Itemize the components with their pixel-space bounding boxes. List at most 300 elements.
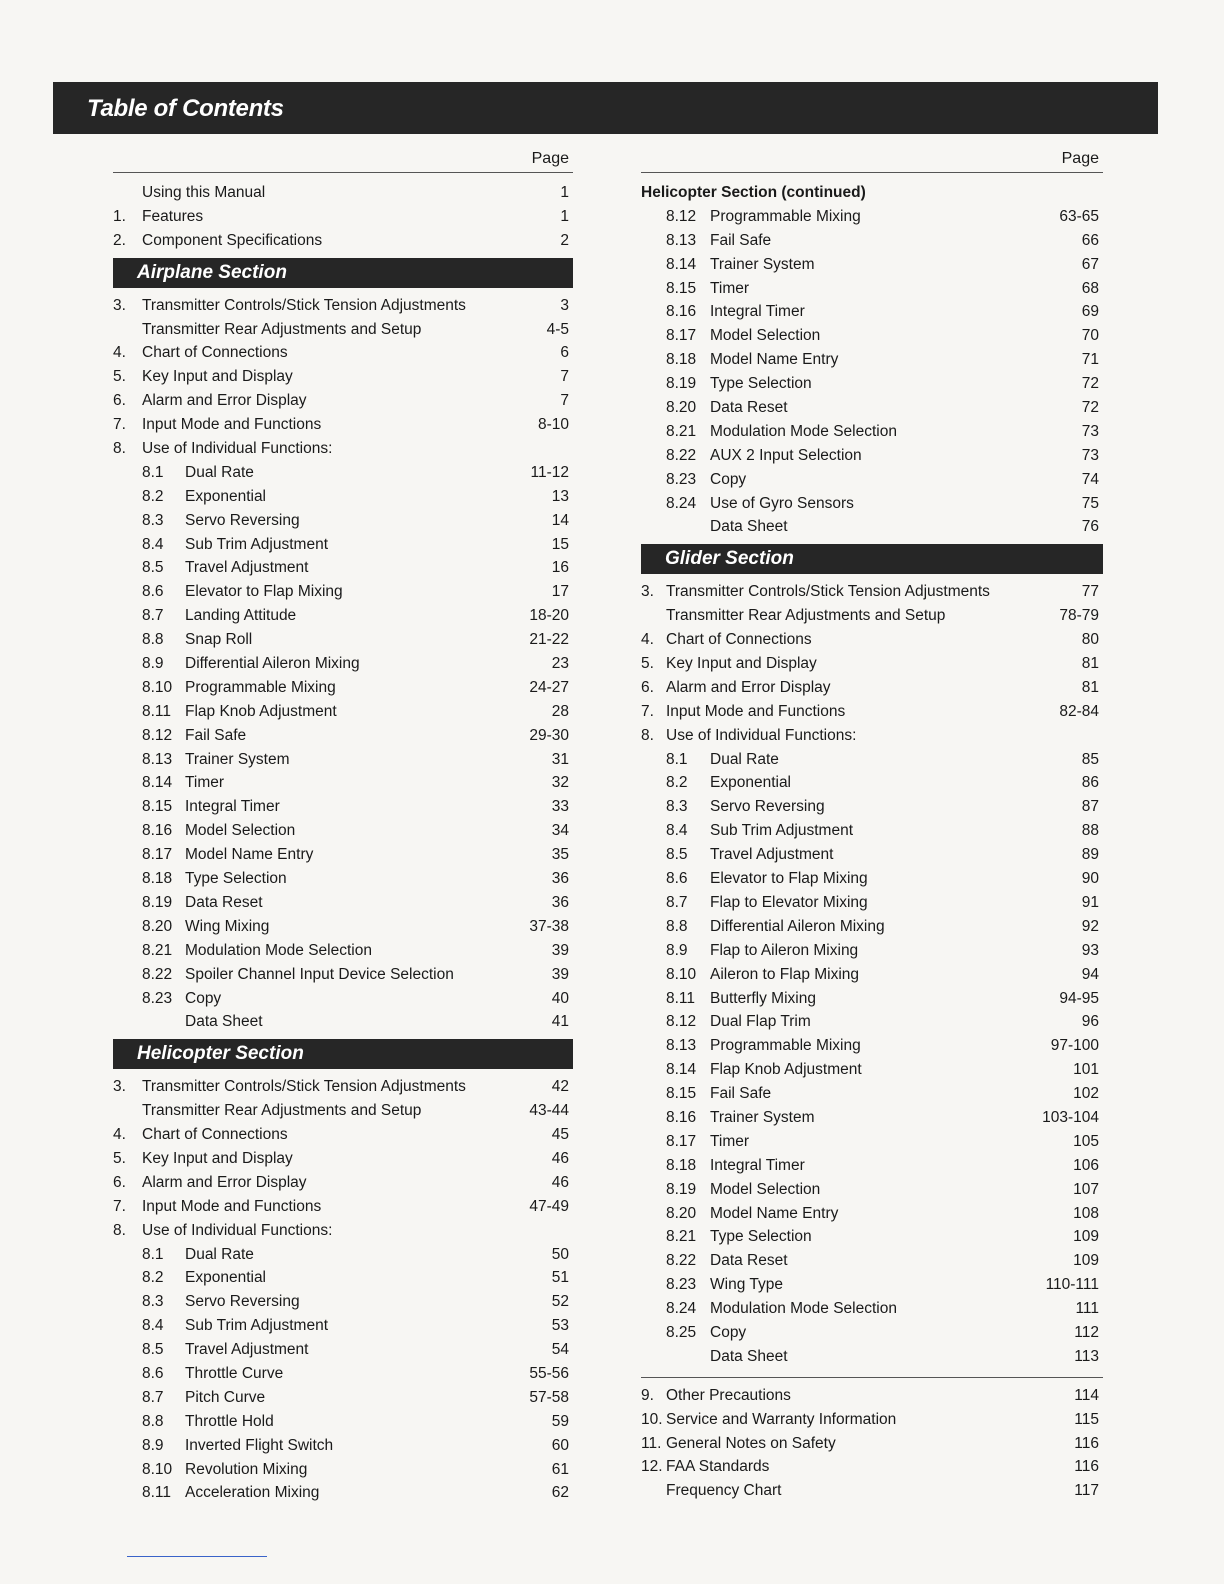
entry-label: Input Mode and Functions	[142, 1197, 322, 1215]
toc-entry	[113, 318, 573, 342]
entry-page: 112	[1074, 1323, 1099, 1341]
entry-number: 8.11	[142, 1484, 172, 1502]
toc-entry	[641, 891, 1103, 915]
entry-page: 41	[551, 1013, 569, 1031]
entry-label: Model Selection	[710, 1180, 821, 1198]
toc-entry	[641, 580, 1103, 604]
entry-page: 78-79	[1059, 607, 1099, 625]
entry-label: Component Specifications	[142, 231, 323, 249]
entry-number: 8.13	[142, 750, 173, 768]
toc-entry	[641, 1479, 1103, 1503]
entry-label: Key Input and Display	[142, 1149, 293, 1167]
entry-page: 34	[551, 822, 569, 840]
entry-number: 8.13	[666, 231, 697, 249]
entry-label: Type Selection	[185, 870, 287, 888]
entry-page: 39	[551, 965, 569, 983]
helicopter-continued-subitems	[641, 205, 1103, 539]
entry-page: 91	[1081, 893, 1099, 911]
entry-label: Fail Safe	[710, 1085, 772, 1103]
toc-entry	[641, 300, 1103, 324]
entry-page: 109	[1073, 1228, 1099, 1246]
entry-page: 33	[551, 798, 569, 816]
toc-entry	[641, 205, 1103, 229]
entry-number: 8.12	[666, 207, 697, 225]
entry-page: 82-84	[1059, 702, 1099, 720]
entry-label: Chart of Connections	[666, 631, 812, 649]
entry-label: Programmable Mixing	[185, 678, 336, 696]
entry-number: 8.13	[666, 1037, 697, 1055]
toc-entry	[113, 867, 573, 891]
toc-entry	[113, 205, 573, 229]
entry-page: 105	[1073, 1132, 1099, 1150]
entry-page: 4-5	[546, 320, 569, 338]
entry-label: Alarm and Error Display	[142, 1173, 307, 1191]
entry-number: 8.3	[142, 1293, 164, 1311]
entry-page: 39	[551, 941, 569, 959]
entry-number: 8.22	[142, 965, 173, 983]
toc-entry	[641, 1010, 1103, 1034]
entry-page: 31	[551, 750, 569, 768]
entry-number: 6.	[113, 1173, 126, 1191]
toc-entry	[641, 1130, 1103, 1154]
entry-number: 8.17	[666, 1132, 697, 1150]
toc-entry	[113, 509, 573, 533]
toc-entry	[113, 819, 573, 843]
entry-label: Flap Knob Adjustment	[185, 702, 337, 720]
entry-label: Chart of Connections	[142, 1126, 288, 1144]
entry-page: 51	[551, 1269, 569, 1287]
entry-page: 47-49	[529, 1197, 569, 1215]
entry-number: 8.2	[142, 1269, 164, 1287]
entry-label: Servo Reversing	[185, 1293, 300, 1311]
entry-page: 109	[1073, 1252, 1099, 1270]
entry-number: 6.	[641, 678, 654, 696]
toc-entry	[641, 963, 1103, 987]
entry-page: 43-44	[529, 1102, 569, 1120]
entry-label: Butterfly Mixing	[710, 989, 816, 1007]
entry-number: 7.	[113, 416, 126, 434]
entry-number: 8.23	[142, 989, 173, 1007]
entry-label: Transmitter Controls/Stick Tension Adjustments	[142, 1078, 466, 1096]
entry-label: Flap Knob Adjustment	[710, 1061, 862, 1079]
page-label: Page	[531, 149, 569, 167]
entry-number: 8.8	[142, 1412, 164, 1430]
entry-label: Trainer System	[185, 750, 290, 768]
entry-number: 8.21	[666, 422, 697, 440]
entry-number: 8.12	[666, 1013, 697, 1031]
entry-page: 55-56	[529, 1364, 569, 1382]
entry-label: Revolution Mixing	[185, 1460, 308, 1478]
entry-page: 116	[1074, 1434, 1099, 1452]
toc-entry	[641, 324, 1103, 348]
toc-entry	[113, 580, 573, 604]
entry-number: 8.14	[142, 774, 173, 792]
entry-number: 5.	[113, 1149, 126, 1167]
entry-page: 92	[1081, 917, 1099, 935]
entry-label: Trainer System	[710, 1108, 815, 1126]
entry-label: Timer	[710, 279, 750, 297]
entry-page: 32	[551, 774, 569, 792]
entry-label: Aileron to Flap Mixing	[710, 965, 860, 983]
entry-label: Dual Rate	[710, 750, 779, 768]
entry-number: 8.14	[666, 1061, 697, 1079]
entry-label: Type Selection	[710, 375, 812, 393]
toc-entry	[641, 1058, 1103, 1082]
entry-label: Data Reset	[710, 399, 788, 417]
entry-number: 8.1	[666, 750, 688, 768]
entry-label: Sub Trim Adjustment	[185, 1317, 329, 1335]
entry-page: 85	[1081, 750, 1099, 768]
entry-page: 18-20	[529, 607, 569, 625]
entry-number: 8.19	[142, 893, 173, 911]
entry-page: 71	[1081, 351, 1099, 369]
entry-label: Transmitter Controls/Stick Tension Adjustments	[666, 583, 990, 601]
entry-number: 8.15	[666, 279, 697, 297]
entry-page: 93	[1081, 941, 1099, 959]
toc-entry	[113, 1219, 573, 1243]
entry-number: 8.9	[666, 941, 688, 959]
toc-entry	[641, 700, 1103, 724]
toc-entry	[641, 1225, 1103, 1249]
entry-page: 103-104	[1042, 1108, 1099, 1126]
toc-entry	[113, 724, 573, 748]
entry-number: 8.23	[666, 470, 697, 488]
entry-number: 10.	[641, 1410, 663, 1428]
toc-entry	[641, 1297, 1103, 1321]
stray-mark	[127, 1556, 267, 1557]
entry-label: Key Input and Display	[666, 655, 817, 673]
airplane-items	[113, 294, 573, 461]
toc-entry	[113, 843, 573, 867]
entry-number: 4.	[641, 631, 654, 649]
entry-number: 8.15	[666, 1085, 697, 1103]
entry-number: 8.21	[142, 941, 173, 959]
toc-entry	[113, 365, 573, 389]
entry-label: Elevator to Flap Mixing	[710, 870, 868, 888]
entry-label: Data Sheet	[710, 518, 788, 536]
entry-page: 6	[560, 344, 569, 362]
entry-label: General Notes on Safety	[666, 1434, 836, 1452]
entry-page: 117	[1074, 1482, 1099, 1500]
entry-number: 3.	[113, 1078, 126, 1096]
toc-entry	[113, 939, 573, 963]
entry-number: 8.	[113, 440, 126, 458]
entry-label: Timer	[710, 1132, 750, 1150]
entry-page: 96	[1081, 1013, 1099, 1031]
entry-page: 46	[551, 1149, 569, 1167]
entry-page: 28	[551, 702, 569, 720]
toc-right-column	[641, 145, 1103, 1503]
entry-number: 8.9	[142, 655, 164, 673]
toc-entry	[641, 843, 1103, 867]
entry-page: 77	[1081, 583, 1099, 601]
entry-number: 8.1	[142, 463, 164, 481]
entry-number: 8.10	[666, 965, 697, 983]
entry-label: Differential Aileron Mixing	[185, 655, 360, 673]
entry-page: 53	[551, 1317, 569, 1335]
entry-page: 8-10	[537, 416, 569, 434]
entry-label: Exponential	[710, 774, 792, 792]
entry-number: 8.10	[142, 1460, 173, 1478]
entry-page: 1	[560, 207, 569, 225]
entry-label: Transmitter Rear Adjustments and Setup	[142, 320, 422, 338]
toc-entry	[641, 748, 1103, 772]
entry-number: 8.9	[142, 1436, 164, 1454]
toc-left-column	[113, 145, 573, 1505]
entry-page: 46	[551, 1173, 569, 1191]
toc-entry	[641, 819, 1103, 843]
entry-page: 37-38	[529, 917, 569, 935]
toc-entry	[641, 1202, 1103, 1226]
toc-entry	[113, 915, 573, 939]
entry-page: 67	[1081, 255, 1099, 273]
entry-label: Alarm and Error Display	[666, 678, 831, 696]
entry-number: 8.5	[666, 846, 688, 864]
toc-entry	[113, 1314, 573, 1338]
toc-entry	[641, 915, 1103, 939]
entry-number: 8.22	[666, 1252, 697, 1270]
toc-entry	[641, 604, 1103, 628]
entry-page: 94	[1081, 965, 1099, 983]
toc-entry	[113, 1362, 573, 1386]
entry-number: 8.6	[142, 1364, 164, 1382]
entry-number: 8.4	[142, 1317, 164, 1335]
entry-label: Transmitter Rear Adjustments and Setup	[666, 607, 946, 625]
toc-entry	[641, 1249, 1103, 1273]
entry-page: 2	[560, 231, 569, 249]
entry-number: 7.	[113, 1197, 126, 1215]
entry-label: Chart of Connections	[142, 344, 288, 362]
entry-label: Input Mode and Functions	[666, 702, 846, 720]
entry-label: Use of Individual Functions:	[666, 726, 857, 744]
section-heading-label: Helicopter Section (continued)	[641, 184, 866, 201]
entry-label: FAA Standards	[666, 1458, 770, 1476]
entry-page: 3	[560, 296, 569, 314]
entry-page: 87	[1081, 798, 1099, 816]
toc-entry	[113, 1434, 573, 1458]
entry-page: 72	[1081, 375, 1099, 393]
entry-number: 6.	[113, 392, 126, 410]
entry-number: 8.5	[142, 1341, 164, 1359]
entry-number: 8.15	[142, 798, 173, 816]
toc-entry	[113, 1338, 573, 1362]
toc-entry	[113, 604, 573, 628]
toc-entry	[641, 939, 1103, 963]
toc-entry	[641, 372, 1103, 396]
entry-page: 7	[560, 392, 569, 410]
entry-label: Travel Adjustment	[185, 1341, 309, 1359]
entry-number: 8.25	[666, 1323, 697, 1341]
entry-label: Copy	[710, 470, 747, 488]
entry-page: 81	[1081, 655, 1099, 673]
entry-page: 42	[551, 1078, 569, 1096]
entry-number: 8.19	[666, 1180, 697, 1198]
entry-number: 8.23	[666, 1276, 697, 1294]
entry-number: 8.4	[142, 535, 164, 553]
entry-page: 86	[1081, 774, 1099, 792]
entry-label: Travel Adjustment	[710, 846, 834, 864]
entry-number: 8.24	[666, 494, 697, 512]
entry-label: Exponential	[185, 1269, 267, 1287]
divider-rule	[641, 1377, 1103, 1378]
entry-number: 8.7	[142, 1388, 164, 1406]
entry-label: Model Selection	[185, 822, 296, 840]
helicopter-section-header: Helicopter Section	[113, 1039, 573, 1069]
toc-entry	[641, 1154, 1103, 1178]
glider-section-header: Glider Section	[641, 544, 1103, 574]
entry-number: 8.3	[666, 798, 688, 816]
entry-page: 90	[1081, 870, 1099, 888]
entry-page: 54	[551, 1341, 569, 1359]
entry-label: Modulation Mode Selection	[185, 941, 372, 959]
entry-label: Acceleration Mixing	[185, 1484, 320, 1502]
entry-number: 8.18	[666, 351, 697, 369]
entry-page: 110-111	[1045, 1276, 1099, 1294]
toc-entry	[113, 628, 573, 652]
entry-number: 8.1	[142, 1245, 164, 1263]
entry-number: 8.10	[142, 678, 173, 696]
entry-page: 35	[551, 846, 569, 864]
entry-page: 40	[551, 989, 569, 1007]
general-items	[641, 1384, 1103, 1503]
toc-entry	[641, 1034, 1103, 1058]
entry-page: 1	[560, 184, 569, 201]
page-column-header	[641, 145, 1103, 173]
entry-page: 57-58	[529, 1388, 569, 1406]
entry-page: 7	[560, 368, 569, 386]
entry-number: 8.22	[666, 446, 697, 464]
toc-entry	[113, 1123, 573, 1147]
entry-label: Data Sheet	[185, 1013, 263, 1031]
toc-entry	[641, 515, 1103, 539]
entry-label: Using this Manual	[142, 184, 266, 201]
entry-page: 73	[1081, 422, 1099, 440]
entry-number: 8.14	[666, 255, 697, 273]
toc-entry	[113, 1290, 573, 1314]
helicopter-continued-heading	[641, 181, 1103, 205]
entry-number: 11.	[641, 1434, 662, 1452]
entry-number: 8.8	[142, 631, 164, 649]
entry-label: Model Selection	[710, 327, 821, 345]
entry-label: Throttle Hold	[185, 1412, 274, 1430]
entry-number: 8.7	[142, 607, 164, 625]
entry-label: Copy	[185, 989, 222, 1007]
toc-entry	[641, 444, 1103, 468]
toc-entry	[113, 485, 573, 509]
toc-entry	[113, 533, 573, 557]
entry-label: Data Reset	[710, 1252, 788, 1270]
glider-items	[641, 580, 1103, 747]
toc-entry	[641, 420, 1103, 444]
entry-page: 23	[551, 655, 569, 673]
toc-entry	[113, 1243, 573, 1267]
entry-label: Sub Trim Adjustment	[710, 822, 854, 840]
toc-entry	[641, 676, 1103, 700]
entry-page: 94-95	[1059, 989, 1099, 1007]
entry-page: 116	[1074, 1458, 1099, 1476]
toc-entry	[113, 1458, 573, 1482]
entry-page: 72	[1081, 399, 1099, 417]
toc-entry	[113, 1147, 573, 1171]
entry-number: 8.	[113, 1221, 126, 1239]
page-title: Table of Contents	[87, 95, 284, 122]
title-banner	[53, 82, 1158, 134]
toc-entry	[113, 1099, 573, 1123]
toc-entry	[641, 468, 1103, 492]
entry-number: 8.11	[666, 989, 696, 1007]
entry-label: Sub Trim Adjustment	[185, 535, 329, 553]
toc-entry	[113, 771, 573, 795]
entry-page: 63-65	[1059, 207, 1099, 225]
entry-label: Use of Gyro Sensors	[710, 494, 854, 512]
entry-number: 8.3	[142, 511, 164, 529]
intro-list	[113, 181, 573, 253]
toc-entry	[113, 748, 573, 772]
entry-label: Data Reset	[185, 893, 263, 911]
toc-entry	[641, 1321, 1103, 1345]
entry-number: 8.4	[666, 822, 688, 840]
entry-label: Model Name Entry	[710, 1204, 839, 1222]
entry-page: 52	[551, 1293, 569, 1311]
toc-entry	[113, 294, 573, 318]
helicopter-items	[113, 1075, 573, 1242]
toc-entry	[113, 461, 573, 485]
entry-page: 81	[1081, 678, 1099, 696]
entry-page: 68	[1081, 279, 1099, 297]
toc-entry	[641, 1178, 1103, 1202]
entry-number: 7.	[641, 702, 654, 720]
entry-page: 29-30	[529, 726, 569, 744]
entry-label: Differential Aileron Mixing	[710, 917, 885, 935]
entry-page: 97-100	[1050, 1037, 1099, 1055]
toc-entry	[641, 229, 1103, 253]
entry-number: 12.	[641, 1458, 663, 1476]
entry-label: Pitch Curve	[185, 1388, 266, 1406]
entry-label: Other Precautions	[666, 1386, 791, 1404]
entry-page: 45	[551, 1126, 569, 1144]
toc-entry	[641, 348, 1103, 372]
entry-label: Modulation Mode Selection	[710, 1300, 897, 1318]
entry-number: 8.24	[666, 1300, 697, 1318]
entry-label: Wing Type	[710, 1276, 783, 1294]
entry-label: Frequency Chart	[666, 1482, 782, 1500]
entry-number: 8.16	[666, 1108, 697, 1126]
entry-label: Modulation Mode Selection	[710, 422, 897, 440]
entry-label: Inverted Flight Switch	[185, 1436, 334, 1454]
entry-number: 3.	[113, 296, 126, 314]
toc-entry	[113, 987, 573, 1011]
entry-label: Dual Rate	[185, 463, 254, 481]
entry-number: 8.21	[666, 1228, 697, 1246]
entry-number: 4.	[113, 344, 126, 362]
entry-number: 8.20	[142, 917, 173, 935]
entry-label: Elevator to Flap Mixing	[185, 583, 343, 601]
toc-entry	[641, 1273, 1103, 1297]
toc-entry	[641, 1345, 1103, 1369]
entry-label: Integral Timer	[710, 1156, 805, 1174]
toc-entry	[641, 652, 1103, 676]
entry-page: 74	[1081, 470, 1099, 488]
entry-page: 106	[1073, 1156, 1099, 1174]
entry-page: 76	[1081, 518, 1099, 536]
entry-page: 36	[551, 870, 569, 888]
entry-page: 113	[1074, 1347, 1099, 1365]
page-label: Page	[1061, 149, 1099, 167]
airplane-subitems	[113, 461, 573, 1034]
toc-entry	[113, 1410, 573, 1434]
entry-number: 8.18	[142, 870, 173, 888]
glider-subitems	[641, 748, 1103, 1369]
